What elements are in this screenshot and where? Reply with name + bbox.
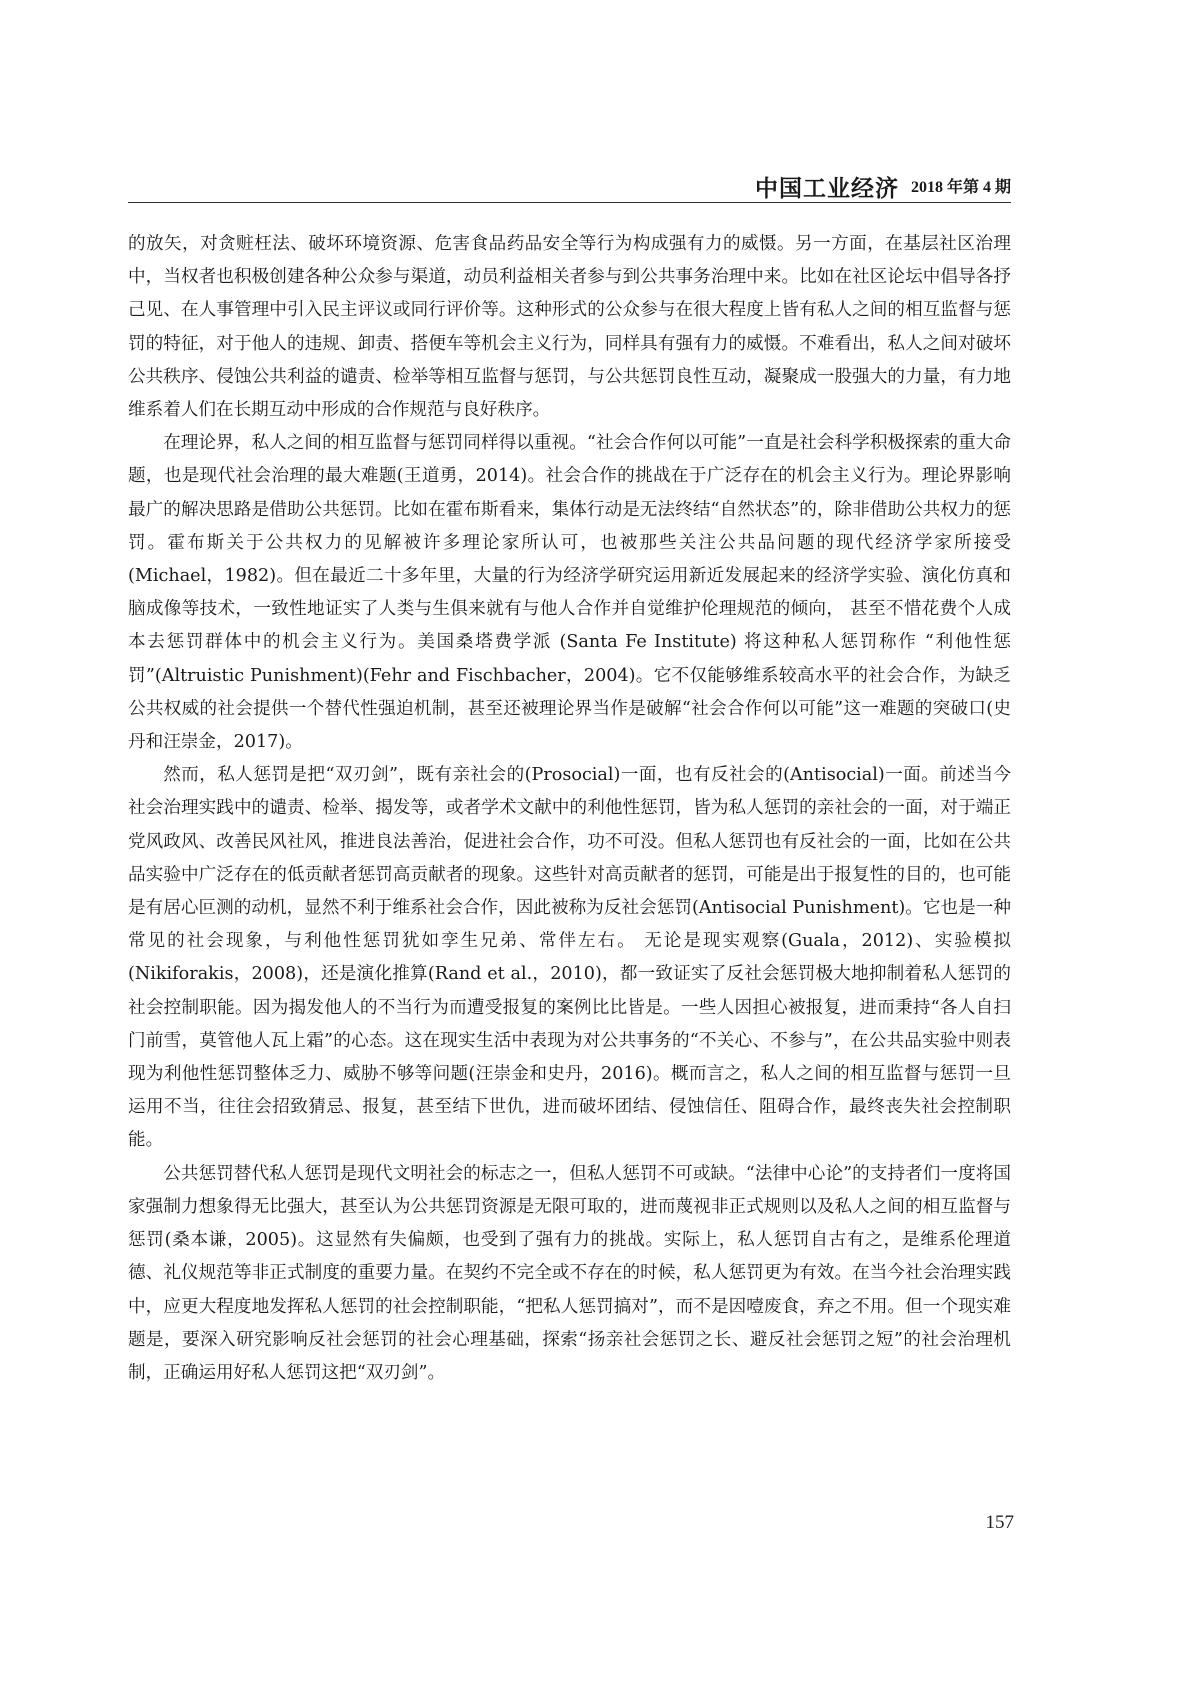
paragraph: 然而，私人惩罚是把“双刃剑”，既有亲社会的(Prosocial)一面，也有反社会的(Antisocial)一面。前述当今社会治理实践中的谴责、检举、揭发等，或者学术文献中的利他性惩罚，皆为私人惩罚的亲社会的一面，对于端正党风政风、改善民风社风，推进良法善治，促进社会合作，功不可没。但私人惩罚也有反社会的一面，比如在公共品实验中广泛存在的低贡献者惩罚高贡献者的现象。这些针对高贡献者的惩罚，可能是出于报复性的目的，也可能是有居心叵测的动机，显然不利于维系社会合作，因此被称为反社会惩罚(Antisocial Punishment)。它也是一种常见的社会现象，与利他性惩罚犹如孪生兄弟、常伴左右。 无论是现实观察(Guala，2012)、实验模拟(Nikiforakis，2008)，还是演化推算(Rand et al.，2010)，都一致证实了反社会惩罚极大地抑制着私人惩罚的社会控制职能。因为揭发他人的不当行为而遭受报复的案例比比皆是。一些人因担心被报复，进而秉持“各人自扫门前雪，莫管他人瓦上霜”的心态。这在现实生活中表现为对公共事务的“不关心、不参与”，在公共品实验中则表现为利他性惩罚整体乏力、威胁不够等问题(汪崇金和史丹，2016)。概而言之，私人之间的相互监督与惩罚一旦运用不当，往往会招致猜忌、报复，甚至结下世仇，进而破坏团结、侵蚀信任、阻碍合作，最终丧失社会控制职能。 <box>128 765 1011 1151</box>
running-header <box>128 172 1011 203</box>
paragraph: 公共惩罚替代私人惩罚是现代文明社会的标志之一，但私人惩罚不可或缺。“法律中心论”的支持者们一度将国家强制力想象得无比强大，甚至认为公共惩罚资源是无限可取的，进而蔑视非正式规则以及私人之间的相互监督与惩罚(桑本谦，2005)。这显然有失偏颇，也受到了强有力的挑战。实际上，私人惩罚自古有之，是维系伦理道德、礼仪规范等非正式制度的重要力量。在契约不完全或不存在的时候，私人惩罚更为有效。在当今社会治理实践中，应更大程度地发挥私人惩罚的社会控制职能，“把私人惩罚搞对”，而不是因噎废食，弃之不用。但一个现实难题是，要深入研究影响反社会惩罚的社会心理基础，探索“扬亲社会惩罚之长、避反社会惩罚之短”的社会治理机制，正确运用好私人惩罚这把“双刃剑”。 <box>128 1163 1011 1383</box>
journal-logo: 中国工业经济 <box>754 175 899 202</box>
paragraph: 在理论界，私人之间的相互监督与惩罚同样得以重视。“社会合作何以可能”一直是社会科学积极探索的重大命题，也是现代社会治理的最大难题(王道勇，2014)。社会合作的挑战在于广泛存在的机会主义行为。理论界影响最广的解决思路是借助公共惩罚。比如在霍布斯看来，集体行动是无法终结“自然状态”的，除非借助公共权力的惩罚。霍布斯关于公共权力的见解被许多理论家所认可，也被那些关注公共品问题的现代经济学家所接受(Michael，1982)。但在最近二十多年里，大量的行为经济学研究运用新近发展起来的经济学实验、演化仿真和脑成像等技术，一致性地证实了人类与生俱来就有与他人合作并自觉维护伦理规范的倾向， 甚至不惜花费个人成本去惩罚群体中的机会主义行为。美国桑塔费学派 (Santa Fe Institute) 将这种私人惩罚称作 “利他性惩罚”(Altruistic Punishment)(Fehr and Fischbacher，2004)。它不仅能够维系较高水平的社会合作，为缺乏公共权威的社会提供一个替代性强迫机制，甚至还被理论界当作是破解“社会合作何以可能”这一难题的突破口(史丹和汪崇金，2017)。 <box>128 433 1011 753</box>
issue-label: 2018 年第 4 期 <box>910 179 1011 196</box>
paragraph: 的放矢，对贪赃枉法、破坏环境资源、危害食品药品安全等行为构成强有力的威慑。另一方面，在基层社区治理中，当权者也积极创建各种公众参与渠道，动员利益相关者参与到公共事务治理中来。比如在社区论坛中倡导各抒己见、在人事管理中引入民主评议或同行评价等。这种形式的公众参与在很大程度上皆有私人之间的相互监督与惩罚的特征，对于他人的违规、卸责、搭便车等机会主义行为，同样具有强有力的威慑。不难看出，私人之间对破坏公共秩序、侵蚀公共利益的谴责、检举等相互监督与惩罚，与公共惩罚良性互动，凝聚成一股强大的力量，有力地维系着人们在长期互动中形成的合作规范与良好秩序。 <box>128 234 1011 421</box>
body-text <box>128 228 1011 1390</box>
page-number: 157 <box>985 1512 1014 1533</box>
